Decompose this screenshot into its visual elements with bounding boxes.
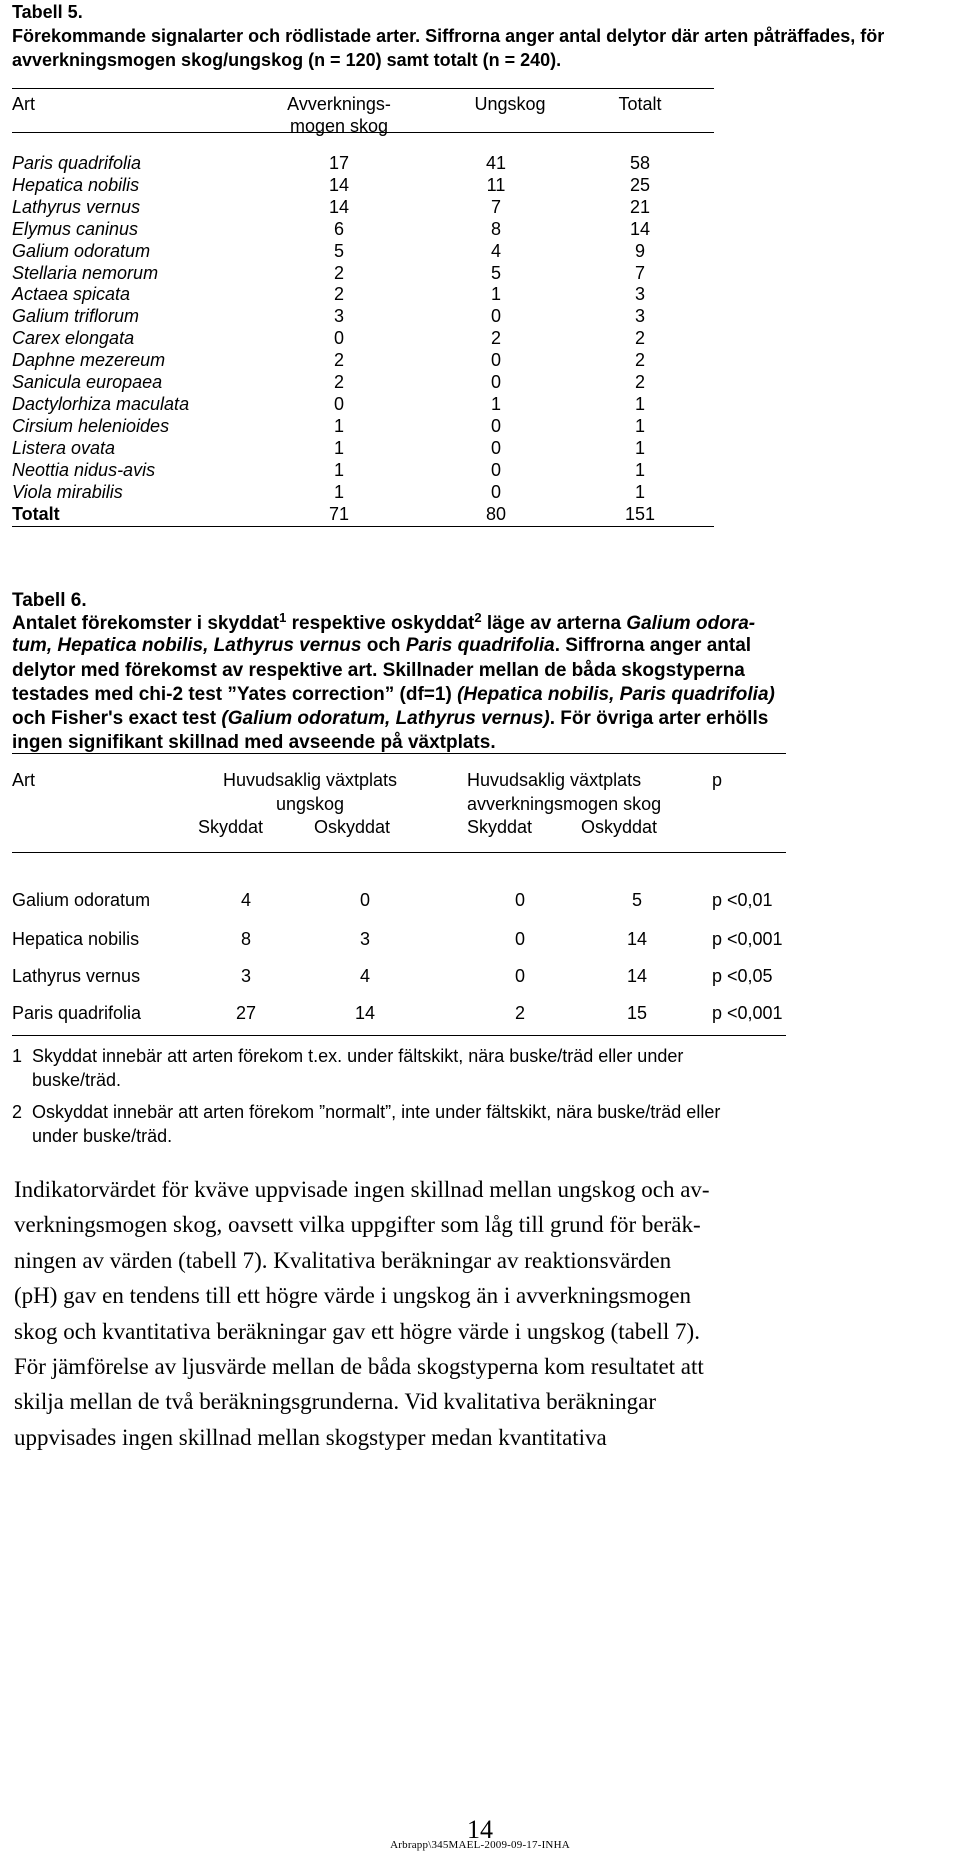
total-label: Totalt [12,504,60,525]
value-ungskog: 0 [490,481,501,502]
caption-line [12,610,755,635]
value-ungskog: 1 [490,284,501,305]
table6-header-art: Art [12,770,36,790]
value-totalt: 7 [634,262,645,283]
footnote-line: Skyddat innebär att arten förekom t.ex. under fältskikt, nära buske/träd eller under [32,1046,684,1066]
value-avverk: 1 [333,437,344,458]
table6-header-u-skyddat: Skyddat [198,817,264,837]
p-value: p <0,01 [712,890,773,910]
value-totalt: 2 [634,372,645,392]
species-name: Listera ovata [12,437,116,458]
caption-segment: och Fisher's exact test [12,708,222,729]
footnote-line: Oskyddat innebär att arten förekom ”normalt”, inte under fältskikt, nära buske/träd eller [32,1102,721,1122]
table5-bottom-rule [12,526,714,527]
table6-top-rule [12,753,786,754]
value-avverk-skyddat: 0 [514,929,525,949]
species-name: Paris quadrifolia [12,1003,142,1023]
species-name: Galium triflorum [12,306,140,327]
table6-header-group1-b: ungskog [275,794,345,814]
species-name: Actaea spicata [12,284,131,305]
total-totalt: 151 [624,504,656,525]
table6-header-group1-a: Huvudsaklig växtplats [222,770,398,790]
value-totalt: 2 [634,328,645,349]
body-line: För jämförelse av ljusvärde mellan de båda skogstyperna kom resultatet att [14,1354,704,1379]
value-totalt: 25 [629,174,651,195]
species-name: Lathyrus vernus [12,966,141,986]
species-name: Galium odoratum [12,890,151,910]
value-ungskog: 0 [490,350,501,371]
value-ungskog: 0 [490,459,501,480]
caption-line [12,732,496,754]
caption-segment: 2 [474,610,482,625]
value-ungskog: 5 [490,262,501,283]
table5-header-rule [12,132,714,133]
table5-header-avverk-1: Avverknings- [287,94,391,114]
caption-segment: (Galium odoratum, Lathyrus vernus) [221,708,550,729]
table6-header-group2-b: avverkningsmogen skog [467,794,662,814]
caption-segment: 1 [279,610,287,625]
value-totalt: 1 [634,459,645,480]
footnote-line: under buske/träd. [32,1126,173,1146]
total-avverk: 71 [328,504,350,525]
value-ungskog: 2 [490,328,501,349]
caption-segment: ingen signifikant skillnad med avseende på växtplats. [12,732,496,753]
value-totalt: 2 [634,350,645,371]
table5-header-ungskog: Ungskog [474,94,546,114]
value-avverk: 0 [333,393,344,414]
caption-line [12,684,775,706]
value-ungskog-oskyddat: 14 [354,1003,376,1023]
p-value: p <0,001 [712,1003,783,1023]
value-totalt: 1 [634,437,645,458]
p-value: p <0,001 [712,929,783,949]
value-totalt: 9 [634,240,645,261]
body-line: (pH) gav en tendens till ett högre värde i ungskog än i avverkningsmogen [14,1283,692,1309]
species-name: Galium odoratum [12,240,151,261]
value-ungskog-skyddat: 27 [235,1003,257,1023]
caption-segment: (Hepatica nobilis, Paris quadrifolia) [457,684,775,705]
species-name: Viola mirabilis [12,481,123,502]
value-avverk-skyddat: 2 [514,1003,525,1023]
value-totalt: 21 [629,196,651,217]
table6-header-rule [12,852,786,853]
value-ungskog: 0 [490,372,501,392]
value-avverk: 5 [333,240,344,261]
value-avverk-skyddat: 0 [514,890,525,910]
value-ungskog: 8 [490,218,501,239]
body-line: skilja mellan de två beräkningsgrunderna. Vid kvalitativa beräkningar [14,1389,656,1415]
species-name: Neottia nidus-avis [12,459,156,480]
species-name: Hepatica nobilis [12,929,140,949]
species-name: Hepatica nobilis [12,174,140,195]
species-name: Dactylorhiza maculata [12,393,190,414]
species-name: Elymus caninus [12,218,139,239]
caption-line [12,708,768,730]
caption-segment: Antalet förekomster i skyddat [12,613,280,634]
p-value: p <0,05 [712,966,773,986]
value-avverk: 14 [328,174,350,195]
value-avverk-skyddat: 0 [514,966,525,986]
caption-segment: . Siffrorna anger antal [554,635,752,656]
value-avverk-oskyddat: 14 [626,966,648,986]
caption-segment: testades med chi-2 test ”Yates correction” (df=1) [12,684,458,705]
footnote-line: buske/träd. [32,1070,122,1090]
table6-header-group2-a: Huvudsaklig växtplats [467,770,642,790]
table5-top-rule [12,88,714,89]
value-ungskog: 11 [486,174,506,195]
species-name: Stellaria nemorum [12,262,159,283]
species-name: Cirsium helenioides [12,415,170,436]
value-totalt: 14 [629,218,651,239]
table6-header-a-oskyddat: Oskyddat [581,817,658,837]
caption-segment: och [361,635,406,656]
species-name: Paris quadrifolia [12,153,142,173]
table5-header-avverk-2: mogen skog [289,116,389,136]
value-ungskog: 4 [490,240,501,261]
value-avverk-oskyddat: 5 [631,890,642,910]
caption-segment: Paris quadrifolia [405,635,555,656]
value-ungskog-skyddat: 4 [240,890,251,910]
value-avverk: 1 [333,481,344,502]
value-ungskog-oskyddat: 0 [359,890,370,910]
value-ungskog: 0 [490,306,501,327]
caption-segment: Galium odora- [626,613,756,634]
value-avverk: 1 [333,459,344,480]
page-number: 14 [467,1815,493,1844]
body-line: ningen av värden (tabell 7). Kvalitativa beräkningar av reaktionsvärden [14,1247,672,1273]
table6-header-u-oskyddat: Oskyddat [314,817,391,837]
footnote-mark: 1 [12,1046,23,1066]
value-avverk: 6 [333,218,344,239]
value-avverk: 14 [328,196,350,217]
value-avverk: 17 [328,153,350,173]
value-totalt: 1 [634,481,645,502]
footer-path: Arbrapp\345MAEL-2009-09-17-INHA [390,1839,570,1851]
footnote-mark: 2 [12,1102,23,1122]
body-line: skog och kvantitativa beräkningar gav ett högre värde i ungskog (tabell 7). [14,1318,700,1344]
body-line: uppvisades ingen skillnad mellan skogstyper medan kvantitativa [14,1424,607,1450]
value-avverk-oskyddat: 14 [626,929,648,949]
value-ungskog: 0 [490,415,501,436]
species-name: Lathyrus vernus [12,196,141,217]
value-ungskog-skyddat: 3 [240,966,251,986]
body-line: verkningsmogen skog, oavsett vilka uppgifter som låg till grund för beräk- [14,1212,701,1238]
body-line: Indikatorvärdet för kväve uppvisade ingen skillnad mellan ungskog och av- [14,1177,710,1202]
value-avverk: 2 [333,350,344,371]
value-totalt: 1 [634,415,645,436]
value-totalt: 3 [634,284,645,305]
caption-segment: . För övriga arter erhölls [549,708,769,729]
species-name: Sanicula europaea [12,372,163,392]
table5-title: Tabell 5. [12,2,83,22]
table6-header-a-skyddat: Skyddat [467,817,533,837]
value-totalt: 1 [634,393,645,414]
caption-segment: delytor med förekomst av respektive art. Skillnader mellan de båda skogstyperna [12,660,745,681]
value-avverk: 2 [333,372,344,392]
value-avverk: 0 [333,328,344,349]
caption-segment: läge av arterna [481,613,627,634]
caption-segment: respektive oskyddat [286,613,475,634]
value-ungskog-skyddat: 8 [240,929,251,949]
table5-caption: Förekommande signalarter och rödlistade arter. Siffrorna anger antal delytor där arten påträffades, för avverkningsmogen skog/ungskog (n = 120) samt totalt (n = 240). [12,26,885,70]
total-ungskog: 80 [485,504,507,525]
value-totalt: 3 [634,306,645,327]
value-avverk: 1 [333,415,344,436]
caption-line [12,635,751,657]
species-name: Carex elongata [12,328,135,349]
value-avverk: 3 [333,306,344,327]
species-name: Daphne mezereum [12,350,166,371]
value-ungskog-oskyddat: 4 [359,966,370,986]
value-ungskog: 0 [490,437,501,458]
value-totalt: 58 [629,153,651,173]
table5-header-totalt: Totalt [618,94,662,114]
caption-segment: tum, Hepatica nobilis, Lathyrus vernus [12,635,362,656]
table6-title: Tabell 6. [12,590,87,611]
value-avverk: 2 [333,262,344,283]
table6-header-p: p [712,770,723,790]
value-ungskog: 41 [485,153,507,173]
table5-header-art: Art [12,94,36,114]
value-ungskog-oskyddat: 3 [359,929,370,949]
value-avverk-oskyddat: 15 [626,1003,648,1023]
value-avverk: 2 [333,284,344,305]
value-ungskog: 1 [490,393,501,414]
caption-line [12,660,745,682]
value-ungskog: 7 [490,196,501,217]
table6-bottom-rule [12,1035,786,1036]
